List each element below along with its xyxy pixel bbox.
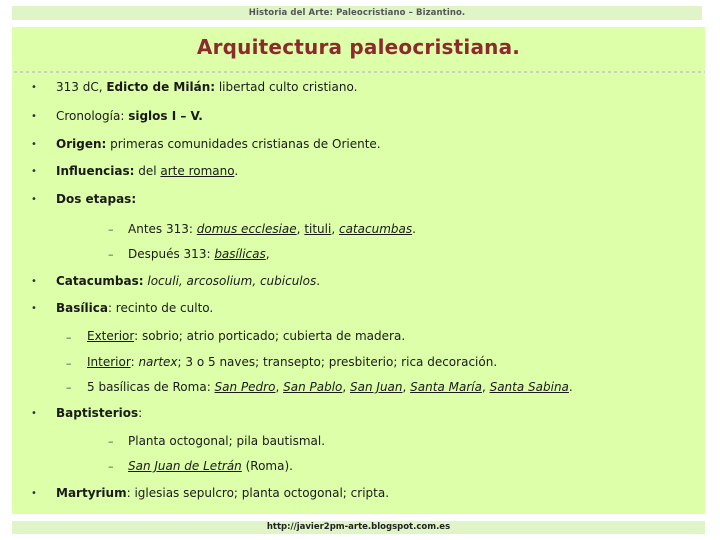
text-segment: Después 313: [128,247,215,261]
bullet-marker: • [31,303,37,314]
text-segment: . [412,222,416,236]
text-bold: siglos I – V. [128,109,203,123]
text-segment: , [275,380,284,394]
text-segment: primeras comunidades cristianas de Oriente. [106,137,381,151]
text-segment: . [568,380,573,394]
bullet-edicto [56,80,357,94]
text-segment: : iglesias sepulcro; planta octogonal; cripta. [126,486,390,500]
text-bold: Origen: [56,137,107,151]
bullet-marker: • [31,276,37,287]
text-segment: . [316,274,321,288]
bullet-marker: • [31,488,37,499]
bullet-basilica [56,301,213,315]
bullet-dos-etapas: Dos etapas: [56,192,137,206]
link-interior[interactable]: Interior [87,355,131,369]
dash-marker: – [108,248,114,261]
text-segment: , [342,380,351,394]
sub-despues-313 [128,247,270,261]
text-bold: Catacumbas: [56,274,144,288]
title-divider [14,71,705,73]
link-domus-ecclesiae[interactable]: domus ecclesiae [196,222,297,236]
text-segment: 313 dC, [56,80,107,94]
bullet-marker: • [31,166,37,177]
text-bold: Edicto de Milán: [106,80,216,94]
text-segment: Cronología: [56,109,129,123]
text-italic: loculi, arcosolium, cubiculos [147,274,317,288]
bullet-marker: • [31,139,37,150]
text-segment: , [402,380,411,394]
text-segment: , [331,222,339,236]
sub-exterior [87,329,405,343]
link-arte-romano[interactable]: arte romano [160,164,235,178]
bullet-marker: • [31,408,37,419]
bullet-baptisterios [56,406,142,420]
header-bar [12,6,702,20]
header-text: Historia del Arte: Paleocristiano – Bizantino. [248,8,466,18]
dash-marker: – [66,331,72,344]
slide-title: Arquitectura paleocristiana. [196,35,521,59]
bullet-marker: • [31,194,37,205]
text-segment: 5 basílicas de Roma: [87,380,215,394]
bullet-marker: • [31,111,37,122]
bullet-cronologia [56,109,203,123]
text-segment: : [138,406,143,420]
link-santa-maria[interactable]: Santa María [410,380,482,394]
link-catacumbas[interactable]: catacumbas [338,222,413,236]
slide [12,27,705,514]
link-san-juan-de-letran[interactable]: San Juan de Letrán [128,459,242,473]
bullet-martyrium [56,486,389,500]
text-bold: Martyrium [56,486,127,500]
text-segment: , [481,380,490,394]
link-san-pablo[interactable]: San Pablo [283,380,343,394]
text-segment: : recinto de culto. [107,301,214,315]
sub-antes-313 [128,222,416,236]
text-segment: , [296,222,305,236]
link-santa-sabina[interactable]: Santa Sabina [489,380,569,394]
footer-bar [12,521,705,534]
link-tituli[interactable]: tituli [304,222,332,236]
text-segment: , [265,247,270,261]
text-segment: : [130,355,139,369]
text-segment: del [134,164,161,178]
bullet-influencias [56,164,238,178]
dash-marker: – [108,435,114,448]
bullet-marker: • [31,82,37,93]
text-bold: Basílica [56,301,108,315]
dash-marker: – [108,460,114,473]
text-italic: nartex [138,355,178,369]
text-segment: Antes 313: [128,222,197,236]
dash-marker: – [66,381,72,394]
sub-planta-octogonal: Planta octogonal; pila bautismal. [128,434,326,448]
sub-interior [87,355,497,369]
text-segment: . [234,164,239,178]
sub-san-juan-letran [128,459,293,473]
text-segment: ; 3 o 5 naves; transepto; presbiterio; rica decoración. [177,355,498,369]
link-exterior[interactable]: Exterior [87,329,135,343]
link-san-pedro[interactable]: San Pedro [214,380,276,394]
footer-url[interactable]: http://javier2pm-arte.blogspot.com.es [266,522,451,532]
text-segment: : sobrio; atrio porticado; cubierta de madera. [134,329,406,343]
text-segment: (Roma). [241,459,293,473]
link-san-juan[interactable]: San Juan [350,380,403,394]
text-bold: Baptisterios [56,406,139,420]
text-segment: libertad culto cristiano. [215,80,358,94]
text-bold: Influencias: [56,164,135,178]
bullet-origen [56,137,381,151]
dash-marker: – [66,357,72,370]
dash-marker: – [108,223,114,236]
bullet-catacumbas [56,274,320,288]
sub-5-basilicas [87,380,573,394]
link-basilicas[interactable]: basílicas [214,247,266,261]
